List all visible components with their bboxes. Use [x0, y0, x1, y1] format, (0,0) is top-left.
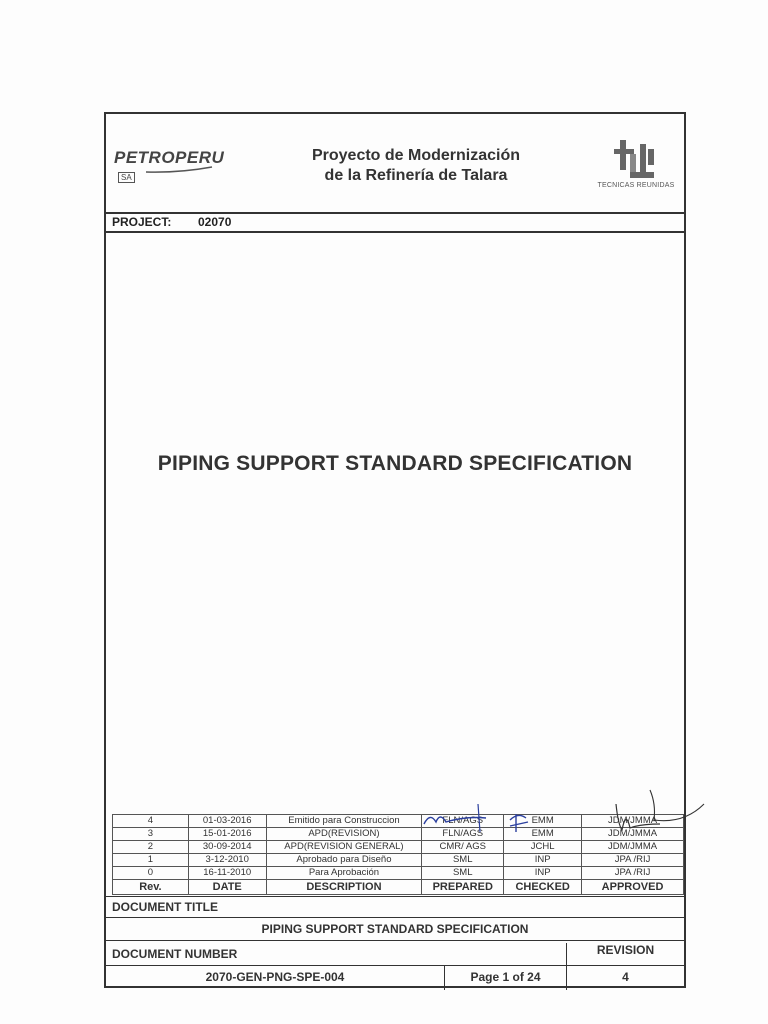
- rev-date: 16-11-2010: [188, 867, 266, 880]
- rev-number: 2: [113, 841, 189, 854]
- header-rev: Rev.: [113, 880, 189, 895]
- page-number: Page 1 of 24: [444, 966, 566, 990]
- doc-number-label: DOCUMENT NUMBER: [112, 947, 238, 961]
- rev-date: 01-03-2016: [188, 815, 266, 828]
- rev-checked: EMM: [504, 815, 582, 828]
- rev-number: 0: [113, 867, 189, 880]
- revision-row: [113, 854, 684, 867]
- project-row: [106, 214, 684, 233]
- project-label: PROJECT:: [112, 215, 172, 229]
- project-number: 02070: [198, 215, 232, 229]
- doc-title-label: DOCUMENT TITLE: [112, 900, 218, 914]
- header-approved: APPROVED: [582, 880, 684, 895]
- rev-approved: JPA /RIJ: [582, 854, 684, 867]
- header-description: DESCRIPTION: [266, 880, 422, 895]
- header-prepared: PREPARED: [422, 880, 504, 895]
- header: [106, 114, 684, 214]
- doc-title-value-row: [106, 917, 684, 940]
- rev-prepared: CMR/ AGS: [422, 841, 504, 854]
- tr-logo-text: TECNICAS REUNIDAS: [597, 182, 675, 189]
- revision-row: [113, 841, 684, 854]
- revision-row: [113, 828, 684, 841]
- rev-date: 3-12-2010: [188, 854, 266, 867]
- rev-description: Emitido para Construccion: [266, 815, 422, 828]
- rev-description: APD(REVISION GENERAL): [266, 841, 422, 854]
- doc-number-label-row: [106, 940, 684, 965]
- petroperu-logo: [114, 148, 242, 180]
- rev-prepared: SML: [422, 867, 504, 880]
- revision-row: [113, 815, 684, 828]
- rev-number: 3: [113, 828, 189, 841]
- revision-row: [113, 867, 684, 880]
- rev-checked: EMM: [504, 828, 582, 841]
- project-title-line1: Proyecto de Modernización: [311, 147, 521, 164]
- rev-checked: INP: [504, 854, 582, 867]
- revision-label: REVISION: [566, 943, 684, 967]
- revision-header-row: [113, 880, 684, 895]
- revision-value: 4: [566, 966, 684, 990]
- rev-date: 30-09-2014: [188, 841, 266, 854]
- rev-approved: JPA /RIJ: [582, 867, 684, 880]
- doc-number-value: 2070-GEN-PNG-SPE-004: [205, 970, 345, 984]
- rev-date: 15-01-2016: [188, 828, 266, 841]
- rev-prepared: FLN/AGS: [422, 828, 504, 841]
- header-checked: CHECKED: [504, 880, 582, 895]
- rev-approved: JDM/JMMA: [582, 841, 684, 854]
- rev-prepared: SML: [422, 854, 504, 867]
- header-date: DATE: [188, 880, 266, 895]
- revision-table: [112, 814, 684, 895]
- project-title: [276, 146, 556, 186]
- project-title-line2: de la Refinería de Talara: [324, 167, 508, 184]
- rev-approved: JDM/JMMA: [582, 828, 684, 841]
- petroperu-logo-badge: SA: [118, 172, 135, 183]
- rev-description: Para Aprobación: [266, 867, 422, 880]
- doc-title-label-row: [106, 896, 684, 917]
- rev-checked: INP: [504, 867, 582, 880]
- rev-number: 1: [113, 854, 189, 867]
- title-block-frame: [104, 112, 686, 988]
- petroperu-logo-text: PETROPERU: [114, 148, 225, 167]
- petroperu-swoosh-icon: [144, 166, 214, 174]
- document-main-title: PIPING SUPPORT STANDARD SPECIFICATION: [157, 452, 633, 475]
- tecnicas-reunidas-logo: [594, 136, 678, 196]
- rev-description: Aprobado para Diseño: [266, 854, 422, 867]
- tr-logo-icon: [614, 140, 658, 180]
- rev-checked: JCHL: [504, 841, 582, 854]
- rev-approved: JDM/JMMA: [582, 815, 684, 828]
- doc-title-value: PIPING SUPPORT STANDARD SPECIFICATION: [261, 922, 529, 936]
- document-info-block: [106, 896, 684, 990]
- rev-prepared: FLN/AGS: [422, 815, 504, 828]
- doc-number-value-row: [106, 965, 684, 990]
- rev-description: APD(REVISION): [266, 828, 422, 841]
- rev-number: 4: [113, 815, 189, 828]
